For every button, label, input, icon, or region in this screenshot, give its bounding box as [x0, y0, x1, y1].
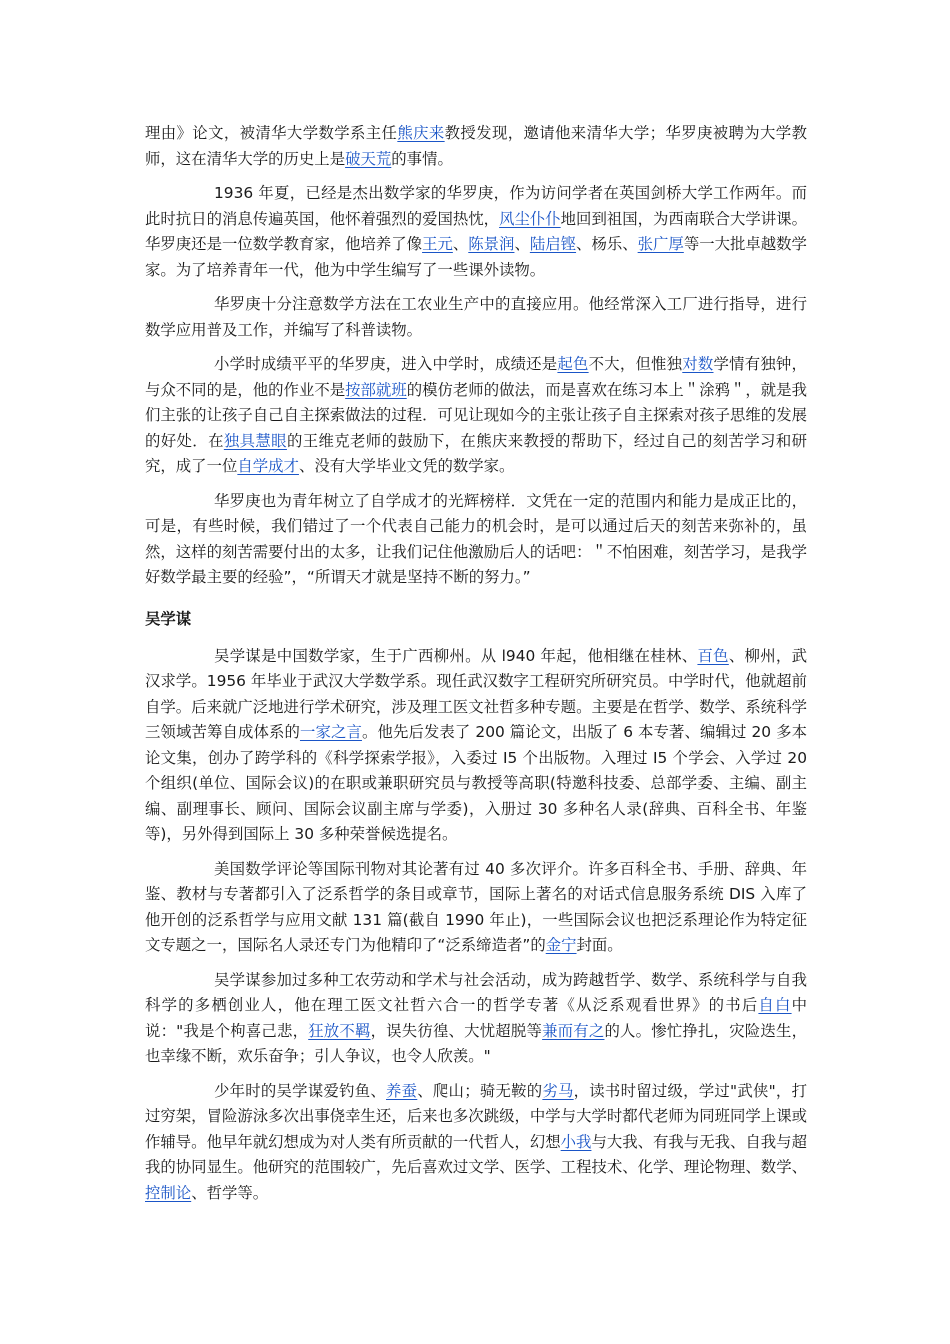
paragraph: [145, 1079, 807, 1207]
text-run: 中说："我是个枸喜己悲，: [145, 996, 807, 1040]
paragraph: [145, 121, 807, 172]
text-run: 、没有大学毕业文凭的数学家。: [298, 457, 515, 475]
term-link[interactable]: 风尘仆仆: [499, 209, 561, 228]
text-run: 少年时的吴学谋爱钓鱼、: [214, 1081, 386, 1100]
term-link[interactable]: 控制论: [145, 1183, 192, 1202]
text-run: 华罗庚也为青年树立了自学成才的光辉榜样．文凭在一定的范围内和能力是成正比的，可是，有些时候，我们错过了一个代表自己能力的机会时，是可以通过后天的刻苦来弥补的，虽然，这样的刻苦需要付出的太多，让我们记住他激励后人的话吧：＂不怕困难，刻苦学习，是我学好数学最主要的经验”，“所谓天才就是坚持不断的努力。”: [145, 491, 807, 586]
text-run: 的模仿老师的做法，而是喜欢在练习本上＂涂鸦＂，就是我们主张的让孩子自己自主探索做法的过程．可见让现如今的主张让孩子自主探索对孩子思维的发展的好处．在: [145, 380, 807, 450]
term-link[interactable]: 自学成才: [237, 457, 299, 475]
term-link[interactable]: 按部就班: [345, 380, 407, 399]
paragraph: [145, 968, 807, 1070]
text-run: 小学时成绩平平的华罗庚，进入中学时，成绩还是: [214, 355, 558, 373]
text-run: 、哲学等。: [191, 1183, 269, 1202]
term-link[interactable]: 陆启铿: [529, 235, 577, 253]
term-link[interactable]: 金宁: [545, 936, 577, 954]
paragraph: [145, 181, 807, 283]
text-run: 1936 年夏，已经是杰出数学家的华罗庚，作为访问学者在英国剑桥大学工作两年。而此时抗日的消息传遍英国，他怀着强烈的爱国热忱，: [145, 184, 807, 228]
document-page: [145, 121, 807, 1215]
text-run: 、: [514, 235, 530, 253]
text-run: 不大，但惟独: [588, 355, 683, 373]
term-link[interactable]: 小我: [560, 1132, 592, 1151]
term-link[interactable]: 破天荒: [345, 149, 392, 168]
text-run: 的王维克老师的鼓励下，在熊庆来教授的帮助下，经过自己的刻苦学习和研究，成了一位: [145, 431, 807, 475]
term-link[interactable]: 熊庆来: [397, 124, 445, 142]
section-heading: 吴学谋: [145, 609, 192, 628]
term-link[interactable]: 劣马: [542, 1081, 574, 1100]
text-run: 的人。惨忙挣扎，灾险迭生，也幸缘不断，欢乐奋争；引人争议，也令人欣羡。": [145, 1021, 807, 1065]
text-run: 与大我、有我与无我、自我与超我的协同显生。他研究的范围较广，先后喜欢过文学、医学、工程技术、化学、理论物理、数学、: [145, 1132, 807, 1176]
paragraph: [145, 489, 807, 591]
text-run: 封面。: [576, 936, 623, 954]
text-run: 华罗庚十分注意数学方法在工农业生产中的直接应用。他经常深入工厂进行指导，进行数学应用普及工作，并编写了科普读物。: [145, 295, 807, 339]
term-link[interactable]: 狂放不羁: [308, 1021, 371, 1040]
term-link[interactable]: 养蚕: [386, 1081, 418, 1100]
text-run: 、杨乐、: [576, 235, 638, 253]
text-run: 吴学谋参加过多种工农劳动和学术与社会活动，成为跨越哲学、数学、系统科学与自我科学的多栖创业人，他在理工医文社哲六合一的哲学专著《从泛系观看世界》的书后: [145, 970, 807, 1014]
text-run: 、柳州，武汉求学。1956 年毕业于武汉大学数学系。现任武汉数字工程研究所研究员。中学时代，他就超前自学。后来就广泛地进行学术研究，涉及理工医文社哲多种专题。主要是在哲学、数学、系统科学三领域苦筹自成体系的: [145, 646, 807, 741]
text-run: 吴学谋是中国数学家，生于广西柳州。从 l940 年起，他相继在桂林、: [214, 646, 698, 665]
term-link[interactable]: 一家之言: [299, 723, 362, 741]
term-link[interactable]: 张广厚: [637, 235, 684, 253]
text-run: 美国数学评论等国际刊物对其论著有过 40 多次评介。许多百科全书、手册、辞典、年鉴、教材与专著都引入了泛系哲学的条目或章节，国际上著名的对话式信息服务系统 DIS 入库了他开创的泛系哲学与应用文献 131 篇(截自 1990 年止)，一些国际会议也把泛系理论作为特定征文专题之一，国际名人录还专门为他精印了“泛系缔造者”的: [145, 859, 807, 954]
term-link[interactable]: 王元: [422, 235, 453, 253]
term-link[interactable]: 兼而有之: [542, 1021, 605, 1040]
text-run: ，误失彷徨、大忧超脱等: [370, 1021, 543, 1040]
text-run: 、: [452, 235, 469, 253]
text-run: 地回到祖国，为西南联合大学讲课。 华罗庚还是一位数学教育家，他培养了像: [145, 209, 807, 253]
term-link[interactable]: 独具慧眼: [223, 431, 287, 450]
term-link[interactable]: 起色: [557, 355, 589, 373]
text-run: ，读书时留过级，学过"武侠"，打过穷架，冒险游泳多次出事侥幸生还，后来也多次跳级，中学与大学时都代老师为同班同学上课或作辅导。他早年就幻想成为对人类有所贡献的一代哲人，幻想: [145, 1081, 807, 1151]
text-run: 。他先后发表了 200 篇论文，出版了 6 本专著、编辑过 20 多本论文集，创办了跨学科的《科学探索学报》，入委过 I5 个出版物。入理过 I5 个学会、入学过 20 个组织(单位、国际会议)的在职或兼职研究员与教授等高职(特邀科技委、总部学委、主编、副主编、副理事长、顾问、国际会议副主席与学委)，入册过 30 多种名人录(辞典、百科全书、年鉴等)，另外得到国际上 30 多种荣誉候选提名。: [145, 723, 807, 843]
text-run: 理由》论文，被清华大学数学系主任: [145, 124, 398, 142]
paragraph: [145, 292, 807, 343]
paragraph: [145, 857, 807, 959]
paragraph: [145, 352, 807, 480]
term-link[interactable]: 对数: [682, 355, 714, 373]
text-run: 学情有独钟，与众不同的是，他的作业不是: [145, 355, 807, 399]
term-link[interactable]: 百色: [697, 646, 729, 665]
text-run: 的事情。: [391, 149, 453, 168]
text-run: 等一大批卓越数学家。为了培养青年一代，他为中学生编写了一些课外读物。: [145, 235, 807, 279]
text-run: 、爬山；骑无鞍的: [417, 1081, 543, 1100]
text-run: 教授发现，邀请他来清华大学；华罗庚被聘为大学教师，这在清华大学的历史上是: [145, 124, 807, 168]
paragraph: [145, 644, 807, 848]
term-link[interactable]: 自白: [758, 996, 792, 1014]
term-link[interactable]: 陈景润: [468, 235, 515, 253]
